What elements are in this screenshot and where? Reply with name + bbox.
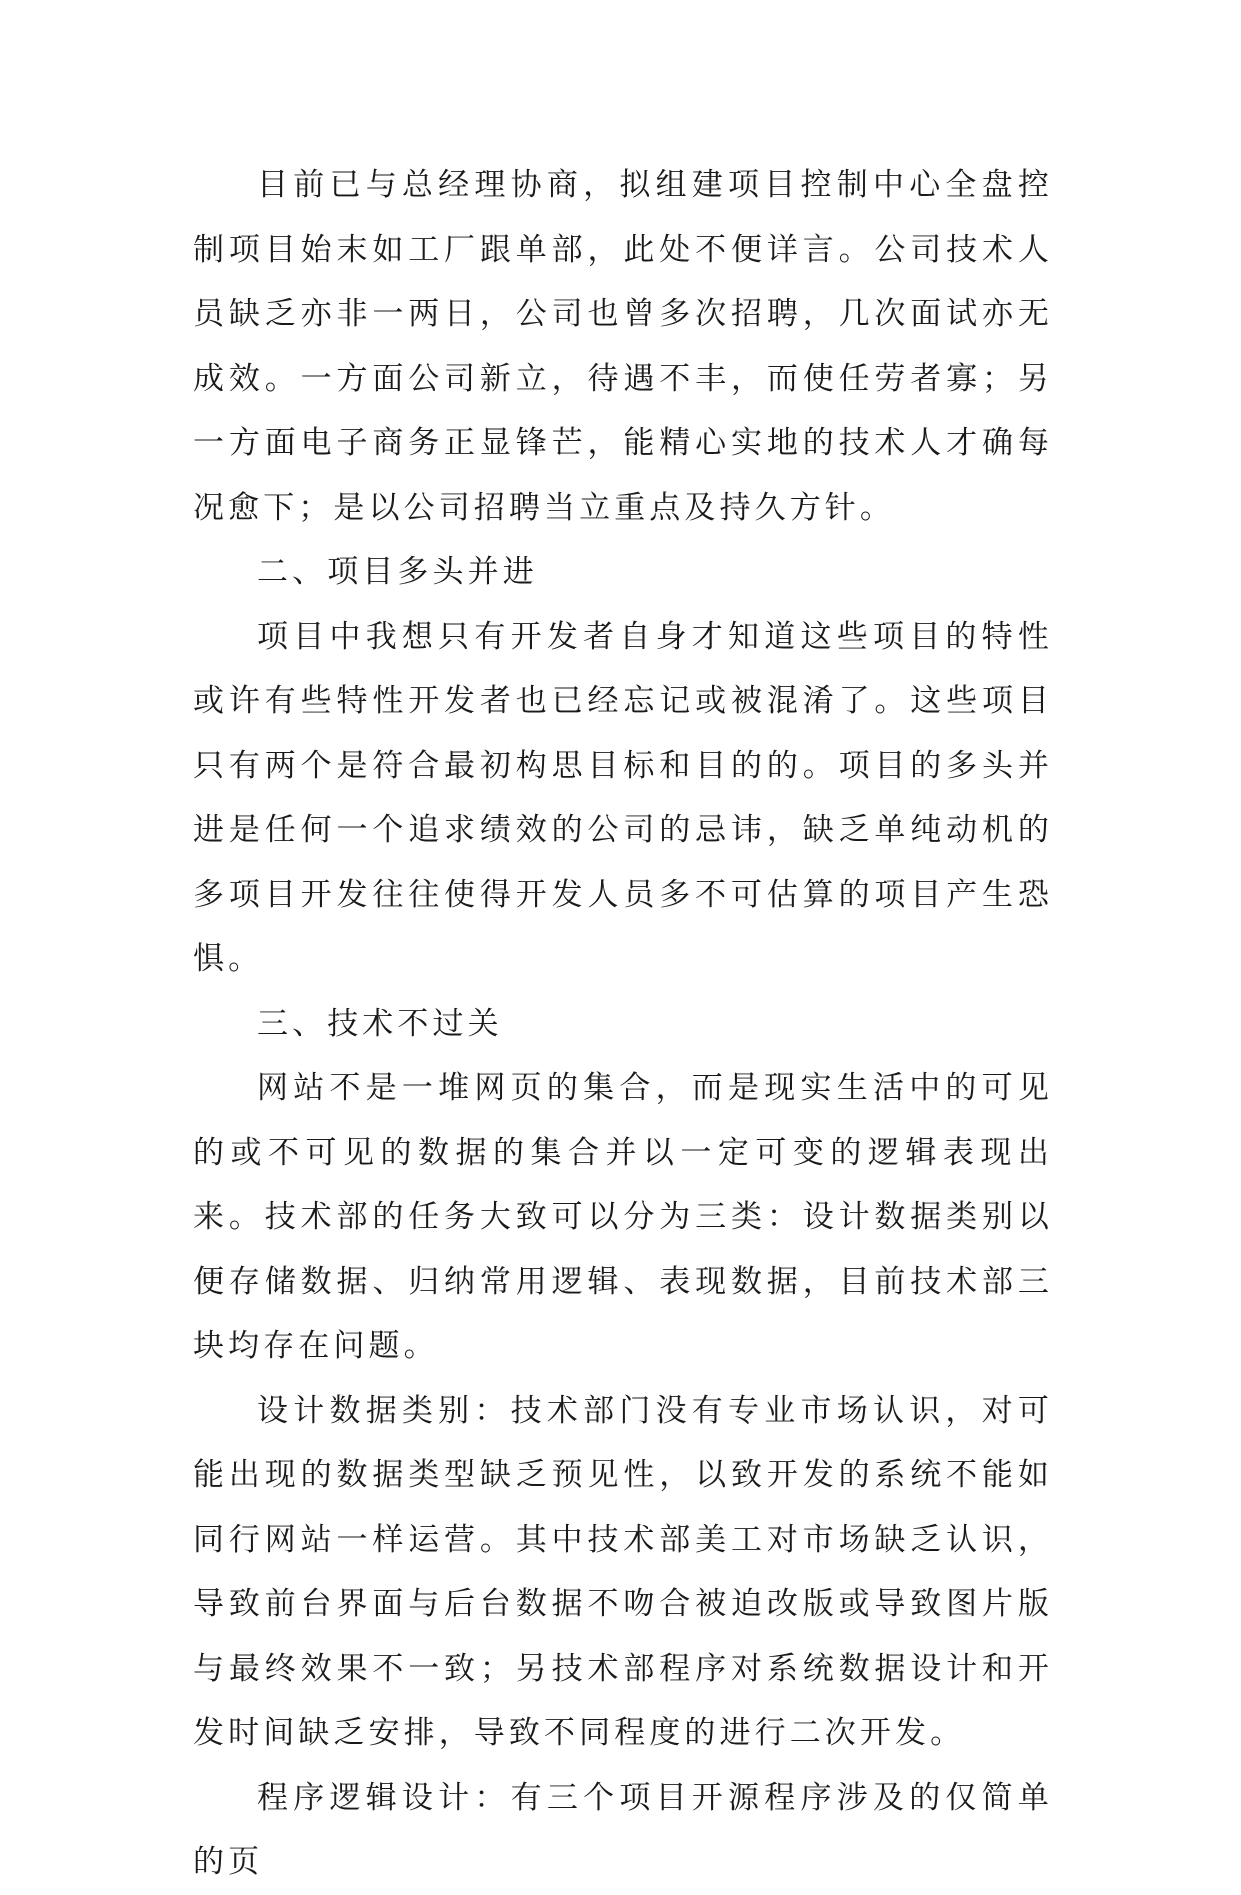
paragraph-multi-project: 项目中我想只有开发者自身才知道这些项目的特性或许有些特性开发者也已经忘记或被混淆了。这些项目只有两个是符合最初构思目标和目的的。项目的多头并进是任何一个追求绩效的公司的忌讳，缺乏单纯动机的多项目开发往往使得开发人员多不可估算的项目产生恐惧。 — [193, 618, 1053, 977]
paragraph-logic-design: 程序逻辑设计：有三个项目开源程序涉及的仅简单的页 — [193, 1779, 1053, 1880]
section-heading-multi-project: 二、项目多头并进 — [257, 554, 538, 590]
paragraph-recruitment: 目前已与总经理协商，拟组建项目控制中心全盘控制项目始末如工厂跟单部，此处不便详言。公司技术人员缺乏亦非一两日，公司也曾多次招聘，几次面试亦无成效。一方面公司新立，待遇不丰，而使任劳者寡；另一方面电子商务正显锋芒，能精心实地的技术人才确每况愈下；是以公司招聘当立重点及持久方针。 — [193, 167, 1053, 526]
paragraph-technology: 网站不是一堆网页的集合，而是现实生活中的可见的或不可见的数据的集合并以一定可变的逻辑表现出来。技术部的任务大致可以分为三类：设计数据类别以便存储数据、归纳常用逻辑、表现数据，目前技术部三块均存在问题。 — [193, 1070, 1053, 1364]
paragraph-data-design: 设计数据类别：技术部门没有专业市场认识，对可能出现的数据类型缺乏预见性，以致开发的系统不能如同行网站一样运营。其中技术部美工对市场缺乏认识，导致前台界面与后台数据不吻合被迫改版或导致图片版与最终效果不一致；另技术部程序对系统数据设计和开发时间缺乏安排，导致不同程度的进行二次开发。 — [193, 1392, 1053, 1751]
section-heading-technology: 三、技术不过关 — [257, 1005, 503, 1042]
document-body — [193, 153, 1053, 1895]
